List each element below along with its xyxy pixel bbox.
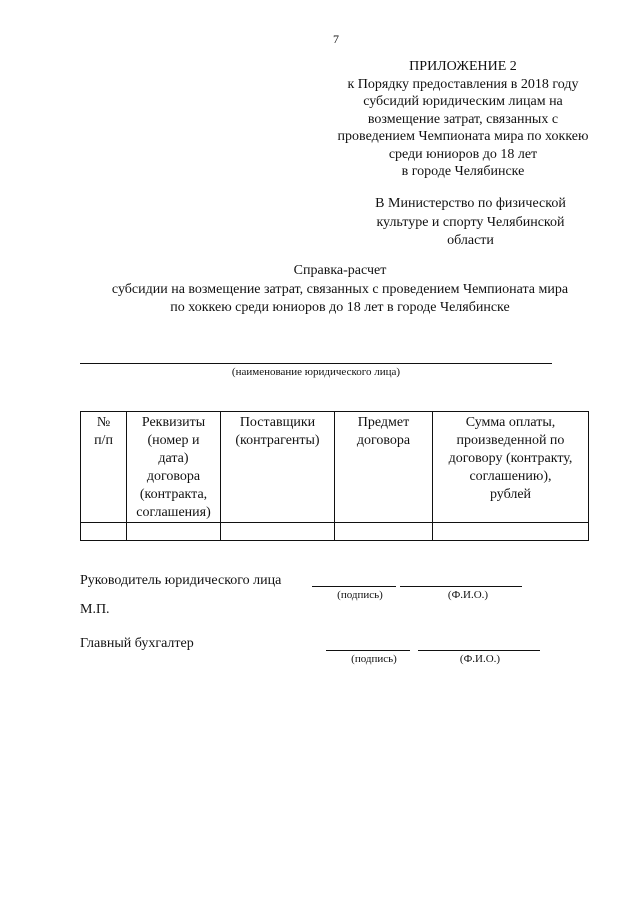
document-title: Справка-расчет — [293, 263, 387, 278]
table-cell[interactable] — [221, 523, 335, 541]
appendix-line: субсидий юридическим лицам на — [363, 94, 563, 109]
appendix-title: ПРИЛОЖЕНИЕ 2 — [409, 59, 517, 74]
document-subtitle-line: по хоккею среди юниоров до 18 лет в городе Челябинске — [170, 300, 510, 315]
accountant-name-caption: (Ф.И.О.) — [459, 653, 501, 665]
head-label: Руководитель юридического лица — [80, 573, 282, 588]
column-header-contract-subject: Предмет договора — [335, 412, 433, 523]
appendix-header — [318, 58, 608, 181]
organization-name-line — [80, 363, 552, 364]
payment-table — [80, 411, 589, 541]
recipient-line: В Министерство по физической — [375, 196, 566, 211]
accountant-name-line[interactable] — [418, 650, 540, 651]
table-header-row — [81, 412, 589, 523]
recipient-line: области — [447, 233, 494, 248]
table-cell[interactable] — [433, 523, 589, 541]
head-signature-line[interactable] — [312, 586, 396, 587]
table-row — [81, 523, 589, 541]
document-subtitle — [70, 281, 610, 317]
appendix-line: проведением Чемпионата мира по хоккею — [337, 129, 589, 144]
seal-label: М.П. — [80, 602, 110, 617]
appendix-line: среди юниоров до 18 лет — [388, 146, 538, 162]
head-signature-caption: (подпись) — [337, 589, 383, 601]
document-subtitle-line: субсидии на возмещение затрат, связанных с проведением Чемпионата мира — [111, 282, 569, 297]
accountant-signature-caption: (подпись) — [351, 653, 397, 665]
accountant-signature-line[interactable] — [326, 650, 410, 651]
appendix-line: в городе Челябинске — [401, 164, 525, 179]
recipient-block — [338, 195, 603, 251]
accountant-label: Главный бухгалтер — [80, 636, 194, 651]
table-cell[interactable] — [335, 523, 433, 541]
appendix-line: к Порядку предоставления в 2018 году — [347, 76, 579, 92]
table-cell[interactable] — [81, 523, 127, 541]
recipient-line: культуре и спорту Челябинской — [376, 214, 565, 230]
appendix-line: возмещение затрат, связанных с — [367, 111, 559, 127]
column-header-suppliers: Поставщики (контрагенты) — [221, 412, 335, 523]
page-number: 7 — [333, 32, 339, 46]
head-name-caption: (Ф.И.О.) — [447, 589, 489, 601]
head-name-line[interactable] — [400, 586, 522, 587]
column-header-contract-details: Реквизиты (номер и дата) договора (контракта, соглашения) — [127, 412, 221, 523]
table-cell[interactable] — [127, 523, 221, 541]
organization-caption: (наименование юридического лица) — [231, 366, 401, 378]
column-header-payment-amount: Сумма оплаты, произведенной по договору (контракту, соглашению), рублей — [433, 412, 589, 523]
column-header-number: № п/п — [81, 412, 127, 523]
